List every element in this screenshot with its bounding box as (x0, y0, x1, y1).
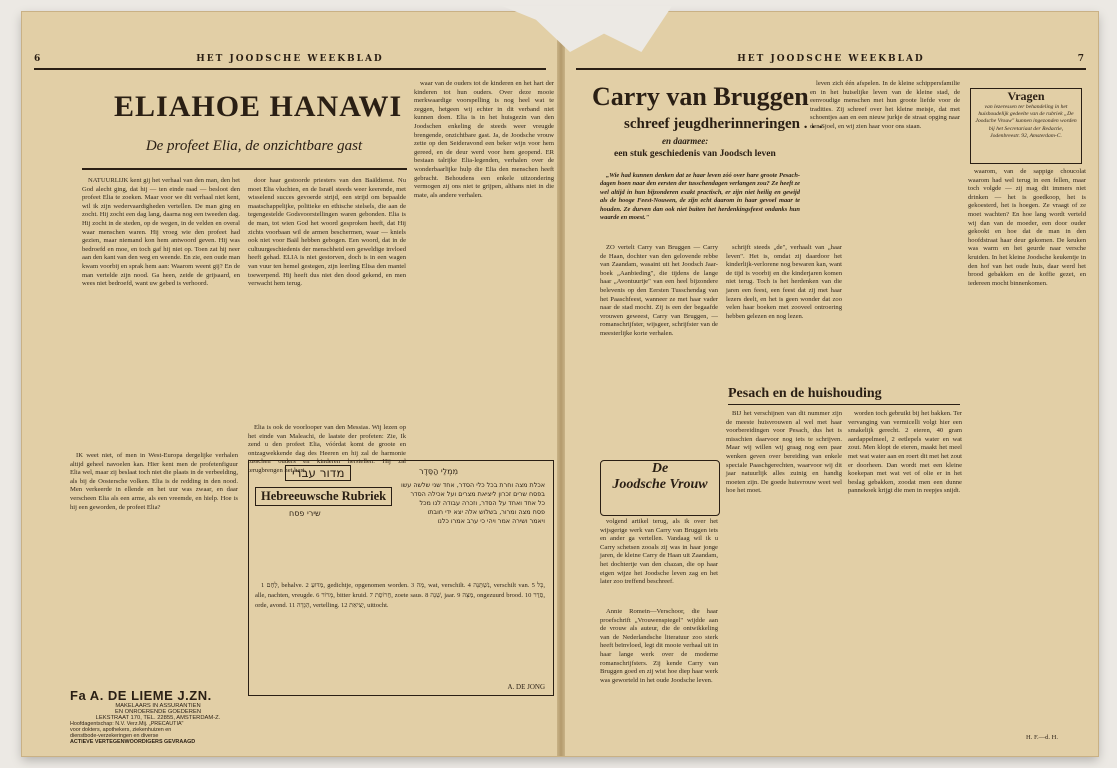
second-col2-text: Elia is ook de voorlooper van den Messias. Wij lezen op het einde van Maleachi, de laatste der profeten: Zie, Ik zend u den profeet Elia, vóórdat komt de groote en ontzagwekkende dag des Heeren en hij zal de harmonie tusschen ouders en kinderen herstellen. Hij zal terugbrengen het hart. (248, 424, 406, 474)
running-head-left (34, 54, 546, 70)
advert-line: MAKELAARS IN ASSURANTIEN (115, 703, 201, 709)
advert-line: voor dokters, apothekers, ziekenhuizen en (70, 727, 172, 733)
advert-line: Hoofdagentschap: N.V. Verz.Mij. „PRECAUTIA" (70, 721, 184, 727)
hebrew-line: ויאמר ושירה אמר ויהי כי ערב אמרו כלנו (437, 517, 545, 525)
hebrew-line: כל אחד ואחד על הסדר, וזכרה עבודה לנו מכל (419, 499, 545, 507)
carry-col3-text: leven zich één afspelen. In de kleine schippersfamilie en in het huiselijke leven van de kleine stad, de eenvoudige menschen met hun groote liefde voor de tradities. Zij schreef over het kleine meisje, dat met schoentjes aan en een nieuw jurkje de straat opging naar den Sjoel, en wij zien haar voor ons staan. (810, 80, 960, 130)
eliahoe-column-3 (414, 80, 554, 420)
carry-subtitle-2: en daarmee: (662, 136, 709, 146)
carry-subtitle-3: een stuk geschiedenis van Joodsch leven (614, 149, 776, 159)
pesach-rule (728, 404, 960, 405)
joodsche-vrouw-box (600, 460, 720, 516)
pesach-column-2 (848, 410, 962, 746)
pesach-column-1 (726, 410, 842, 746)
second-col1-text: IK weet niet, of men in West-Europa dergelijke verhalen altijd geheel navoelen kan. Hier kent men de profetenfiguur Elia wel, maar zij beslaat toch niet die plaats in de verbeelding, als bij de Oostersche volken. Elia is de redding in den nood. Men verkeerde in ellende en het uur was zwaar, en daar verscheen Elia als een arme, als een vreemde, en hielp. Hoe is hij een geworden, de profeet Elia? (70, 452, 238, 511)
carry-col2-text: schrijft steeds „de", verhaalt van „haar leven". Het is, omdat zij daardoor het kinderlijk-verlorene nog bewaren kan, want de tijd is voorbij en die kinderjaren komen niet terug. Toch is het herdenken van die jaren een feest, een feest dat zij met haar lezers deelt, en het is geen wonder dat zoo velen haar boeken met zooveel ontroering hebben gelezen en nog lezen. (726, 244, 842, 320)
de-lieme-advert (70, 688, 246, 745)
vragen-col-text: waarom, van de sappige choucolat waarom had wel terug in een fellen, maar toch volgde — zij mag dit immers niet drinken — het is goedkoop, het is gekoesterd, het is hoegen. Ze vraagt of ze moet wachten? En hoe lang wordt verteld wij dan van de moeder, een door ouder gekookt en hoe dat de man in den hoofdstraat haar deur gekomen. De keuken was warm en het geurde naar versche kruiden. In het kleine Joodsche keukentje in den hof van het oude huis, daar werd het brood gebakken en de koffie gezet, en iedereen mocht binnenkomen. (968, 168, 1086, 287)
bottom-left-text: Annie Romein—Verschoor, die haar proefschrift „Vrouwenspiegel" wijdde aan de vrouw als auteur, die de ontwikkeling van de Nederlandsche literatuur zoo sterk heeft beïnvloed, legt dit mooie verhaal uit in haar lange werk over de moderne romanschrijfsters. Zij kende Carry van Bruggen goed en zij wist hoe diep haar werk was geworteld in het oude Joodsche leven. (600, 608, 718, 684)
pesach-col2-text: worden toch gebruikt bij het bakken. Ter vervanging van vermicelli volgt hier een smakelijk gerecht. 2 eieren, 40 gram aardappelmeel, 2 eetlepels water en wat zout. Men klopt de eieren, maakt het meel met wat water aan en roert dit met het zout er doorheen. Dan wordt met een kleine koekepan met wat vet of olie er in het beslag gebakken, zoodat men een dunne pannekoek krijgt die men in reepjes snijdt. (848, 410, 962, 495)
running-head-right (576, 54, 1086, 70)
advert-line: EN ONROERENDE GOEDEREN (115, 709, 201, 715)
carry-signature: H. F.—d. H. (1026, 734, 1058, 741)
hebrew-rubric-box (248, 460, 554, 696)
running-head-title-left: HET JOODSCHE WEEKBLAD (196, 54, 384, 64)
advert-line: LEKSTRAAT 170, TEL. 22855, AMSTERDAM-Z. (95, 715, 221, 721)
hebrew-signature: A. DE JONG (507, 683, 545, 691)
article-title-carry: Carry van Bruggen (592, 82, 809, 111)
pesach-col1-text: BIJ het verschijnen van dit nummer zijn de meeste huisvrouwen al wel met haar voorbereidingen voor Pesach, dus het is misschien daarvoor nog iets te schrijven. Maar wij willen wij graag nog een paar wenken geven over bereiding van enkele speciale Paaschgerechten, waarvoor wij dit jaar natuurlijk alles zuinig en handig moeten zijn. De goede huisvrouw weet wel hoe het moet. (726, 410, 842, 495)
eliahoe-column-2 (248, 177, 406, 447)
joodsche-vrouw-line2: Joodsche Vrouw (612, 477, 708, 492)
vragen-column (968, 168, 1086, 746)
running-head-title-right: HET JOODSCHE WEEKBLAD (737, 54, 925, 64)
carry-quote-text: „Wie had kunnen denken dat ze haar leven zóó over hare groote Pesach-dagen hoen naar den eersten der tusschendagen verlangen zou? Ze heeft ze wel altijd in hun bijzonderen exakt practisch, er zijn niet heilig en gewijd als de hooge Feest-Nouwen, de zijn echt daarom in haar gevoel maar te houden. Ze durven dan ook niet buiten het herdenkingsfeest ondanks hun waarde en moest." (600, 172, 800, 222)
left-page (22, 12, 558, 756)
hebrew-subtitle: שירי פסח (289, 509, 321, 518)
bottom-left-column (600, 608, 718, 746)
vragen-text: van lezeressen ter behandeling in het huishoudelijk gedeelte van de rubriek „De Joodsche Vrouw" kunnen ingezonden worden bij het Secretariaat der Redactie, Jodenbreestr. 92, Amsterdam-C. (975, 104, 1077, 139)
eliahoe-column-1 (82, 177, 240, 447)
hebrew-vocabulary (255, 581, 545, 679)
hebrew-vocab-text: 1 לֶחֶם, behalve. 2 מַדּוּעַ, gedichtje, opgenomen worden. 3 מָה, wat, verschilt. 4 נִשְׁתַּנָּה, verschilt van. 5 כָּל, alle, nachten, vreugde. 6 מָרוֹר, bitter kruid. 7 חֲרוֹסֶת, zoete saus. 8 שָׁנָה, jaar. 9 מַצָּה, ongezuurd brood. 10 סֵדֶר, orde, avond. 11 הַגָּדָה, vertelling. 12 יְצִיאַת, uittocht. (255, 582, 545, 609)
advert-line: ACTIEVE VERTEGENWOORDIGERS GEVRAAGD (70, 739, 196, 745)
vragen-title: Vragen (1007, 89, 1045, 103)
eliahoe-col3-text: waar van de ouders tot de kinderen en het hart der kinderen tot hun ouders. Over deze mooie merkwaardige voorspelling is nog heel wat te zeggen, hetgeen wij echter in dit verband niet kunnen doen. Elia is in het huisgezin van den Joodschen enkeling de steeds weer vreugde brengende, onzichtbare gast. Ja, de Joodsche vrouw zette op den Seideravond een beker wijn voor hem gereed, en de deur werd voor hem geopend. ER bestaan talrijke Elia-legenden, verhalen over de wonderbaarlijke hulp die Elia den menschen heeft gebracht. Behoudens een enkele uitzondering vermogen zij ons niet te grijpen, althans niet in die mate, als andere verhalen. (414, 80, 554, 199)
second-column-1 (70, 452, 238, 582)
title-rule (82, 168, 407, 170)
hebrew-right-title: מִמְלֵי הַסֵּדֶר (419, 467, 459, 476)
eliahoe-col1-text: NATUURLIJK kent gij het verhaal van den man, den het God alecht ging, dat hij — ten einde raad — besloot den profeet Elia te zoeken. Maar voor we dit verhaal niet kent, wil ik zijn wedervaardigheden vertellen. De man ging en zocht. Hij zocht een dag lang, daarna nog een tweeden dag. Hij zocht in de steden, op de wegen, in de velden en overal waar menschen waren. Hij vroeg wie den profeet had gezien, maar niemand kon hem antwoord geven. Hij was bedroefd en moe, en toch gaf hij niet op. Toen zat hij neer aan den kant van den weg en weende. En zie, een oude man kwam voorbij en sprak hem aan: Waarom weent gij? En de man vertelde zijn nood. Ga heen, zeide de grijsaard, en wees niet bedroefd, want uw gebed is verhoord. (82, 177, 240, 288)
carry-col1-text: ZO vertelt Carry van Bruggen — Carry de Haan, dochter van den gelovende rebbe van Zaandam, wasaint uit het Joodsch Jaar-boek „Aanbieding", die tijdens de lange haar „Avontuurtje" van een heel bijzondere belevenis op den Eersten Tusschendag van het Paaschfeest, wanneer ze met haar vader naar de stad mocht. Zij is een der begaafde vrouwen geweest, Carry van Bruggen, — romanschrijfster, wijsgeer, schrijfster van de meesterlijke korte verhalen. (600, 244, 718, 337)
advert-line: dienstbode-verzekeringen en diverse (70, 733, 159, 739)
article-subtitle-eliahoe: De profeet Elia, de onzichtbare gast (145, 138, 363, 154)
bottom-mid-text: volgend artikel terug, als ik over het wijsgerige werk van Carry van Bruggen iets en ander ga vertellen. Vandaag wil ik u Carry schetsen zooals zij was in haar jonge jaren, de kleine Carry de Haan uit Zaandam, het dochtertje van den chazan, die op haar eigen wijze het Joodsche leven zag en het later zoo treffend beschreef. (600, 518, 718, 586)
article-title-eliahoe: ELIAHOE HANAWI (114, 90, 403, 123)
right-page (564, 12, 1098, 756)
vragen-box (970, 88, 1082, 164)
page-number-right: 7 (1077, 54, 1086, 64)
carry-column-1 (600, 244, 718, 452)
carry-column-3 (810, 80, 960, 380)
carry-subtitle-1: schreef jeugdherinneringen . . . (624, 116, 823, 132)
hebrew-line: פסח מצה ומרור, בשלוש אלה יצא ידי חובתו (427, 508, 545, 516)
joodsche-vrouw-line1: De (651, 461, 669, 476)
advert-name: Fa A. DE LIEME J.ZN. (70, 688, 212, 703)
carry-quote (600, 172, 800, 236)
hebrew-lines (385, 481, 545, 526)
hebrew-rubric-title: Hebreeuwsche Rubriek (255, 487, 392, 506)
bottom-middle-column (600, 518, 718, 602)
newspaper-sheet (22, 12, 1098, 756)
article-title-pesach: Pesach en de huishouding (728, 386, 882, 401)
hebrew-line: בפסח שרים זכרון ליציאת מצרים ועל אכילה הסדר (410, 490, 545, 498)
eliahoe-col2-text: door haar gestoorde priesters van den Baäldienst. Nu moet Elia vluchten, en de Israël steeds weer keerende, met wisselend succes gevoerde strijd, een strijd om bepaalde maatschappelijke, politieke en ethische stelsels, die aan de tegengestelde Godsvoorstellingen waren gebonden. Elia is de man, tot wien God het woord gesproken heeft, dat Hij zichts voorbaan wil de armen beschermen, waar — kniels ook niet voor Baäl hebben gebogen. Een woord, dat in de cultuurgeschiedenis der menschheid een geweldige invloed heeft gehad. ELIA is niet gestorven, doch is in een wagen van vuur ten hemel gestegen, zijn leerling Elisa den mantel toewerpend. Hij heeft dus niet den dood gekend, en men verwacht hem terug. (248, 177, 406, 288)
hebrew-line: אכלת מצה וחרת בכל כלי הסדר, אחד שני שלשה עשו (401, 481, 545, 489)
hebrew-rubric-header-hebrew: מדור עברי (285, 465, 351, 481)
page-number-left: 6 (34, 54, 43, 64)
